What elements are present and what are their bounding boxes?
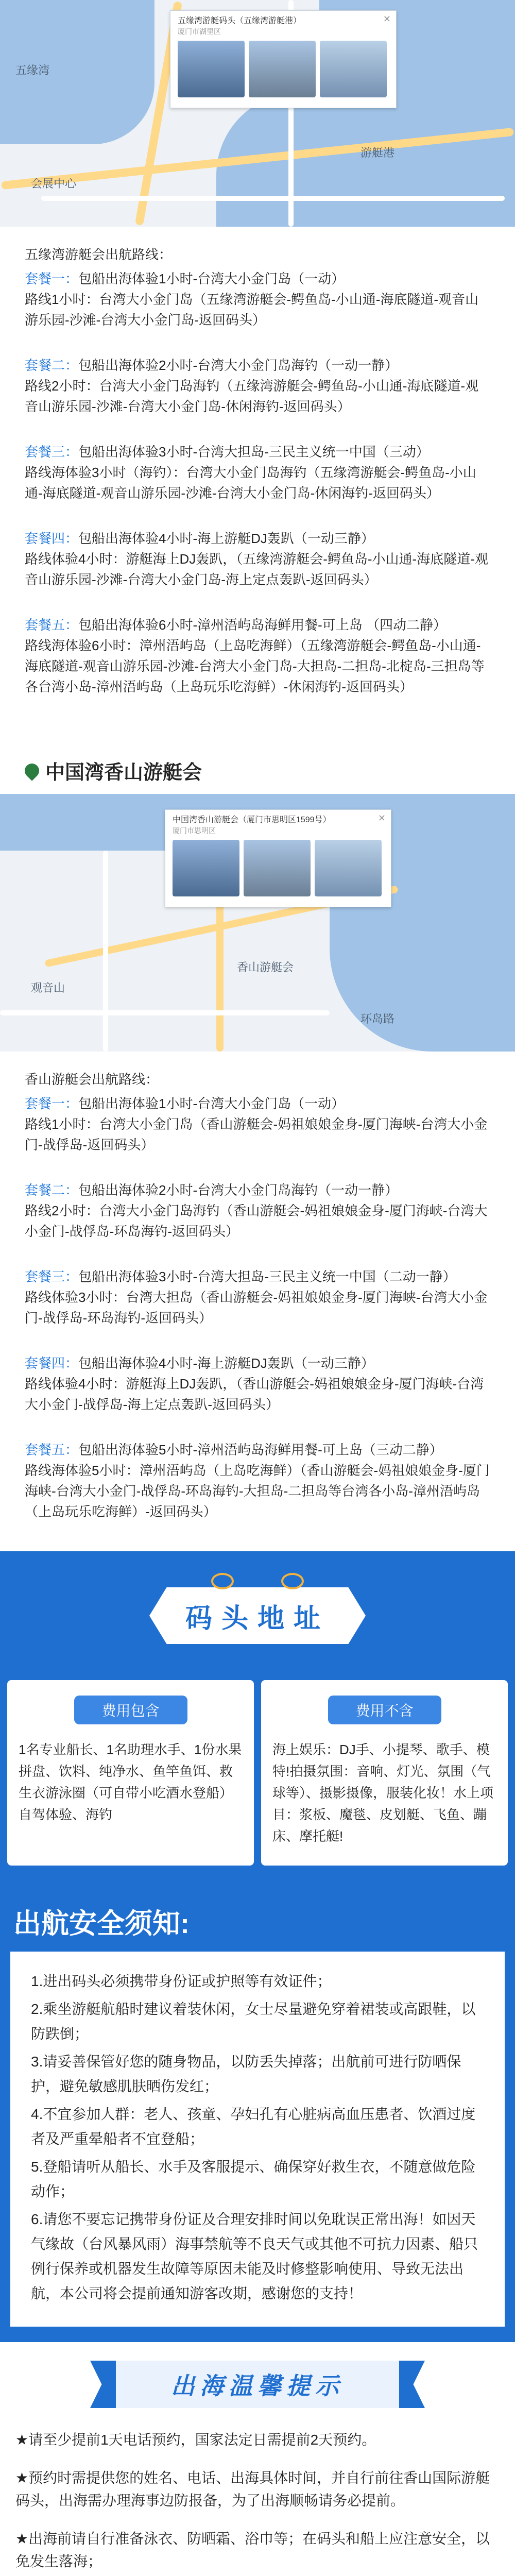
- map-popup[interactable]: [165, 809, 391, 907]
- package-tag: 套餐五：: [25, 1442, 79, 1458]
- package-tag: 套餐四：: [25, 1355, 79, 1371]
- safety-title: 出航安全须知:: [13, 1908, 190, 1939]
- safety-list: [10, 1952, 505, 2327]
- wave-icon: [211, 1573, 234, 1589]
- map-label: 会展中心: [31, 177, 77, 190]
- thumbnail-image[interactable]: [249, 41, 316, 97]
- package-item: [25, 442, 490, 503]
- package-item: [25, 528, 490, 590]
- location-name: 中国湾香山游艇会: [45, 762, 202, 784]
- safety-item: 5.登船请听从船长、水手及客服提示、确保穿好救生衣，不随意做危险动作；: [31, 2159, 476, 2199]
- wave-icon: [281, 1573, 304, 1589]
- package-tag: 套餐四：: [25, 531, 79, 546]
- location-title: [0, 747, 515, 794]
- tip-paragraph: ★请至少提前1天电话预约，国家法定日需提前2天预约。: [15, 2432, 376, 2448]
- map-label: 香山游艇会: [237, 961, 294, 974]
- fee-included: [7, 1680, 254, 1866]
- package-tag: 套餐一：: [25, 271, 79, 286]
- close-icon[interactable]: ✕: [383, 14, 391, 24]
- package-line: 路线海体验5小时：漳州浯屿岛（上岛吃海鲜）（香山游艇会-妈祖娘娘金身-厦门海峡-台湾大小金门-战俘岛-环岛海钓-大担岛-二担岛等台湾各小岛-漳州浯屿岛（上岛玩乐吃海鲜）-返回码头）: [25, 1463, 490, 1519]
- package-item: [25, 615, 490, 697]
- package-item: [25, 1439, 490, 1522]
- fee-excluded-chip: 费用不含: [328, 1696, 441, 1724]
- safety-item: 3.请妥善保管好您的随身物品，以防丢失掉落；出航前可进行防晒保护，避免敏感肌肤晒伤发红；: [31, 2054, 461, 2094]
- routes-xiangshan: [0, 1052, 515, 1551]
- map-label: 游艇港: [360, 146, 395, 159]
- routes-wuyuan: [0, 227, 515, 747]
- dock-address-banner: [149, 1587, 366, 1644]
- package-line: 包船出海体验6小时-漳州浯屿岛海鲜用餐-可上岛 （四动二静）: [78, 617, 447, 633]
- package-line: 包船出海体验2小时-台湾大小金门岛海钓（一动一静）: [78, 358, 399, 373]
- safety-item: 4.不宜参加人群：老人、孩童、孕妇孔有心脏病高血压患者、饮酒过度者及严重晕船者不宜登船；: [31, 2106, 476, 2147]
- package-line: 路线体验4小时：游艇海上DJ轰趴，（五缘湾游艇会-鳄鱼岛-小山通-海底隧道-观音山游乐园-沙滩-台湾大小金门岛-海上定点轰趴-返回码头）: [25, 551, 488, 587]
- package-line: 包船出海体验2小时-台湾大小金门岛海钓（一动一静）: [78, 1182, 399, 1198]
- package-line: 包船出海体验4小时-海上游艇DJ轰趴（一动三静）: [78, 531, 374, 546]
- package-item: [25, 1353, 490, 1415]
- fee-section: [0, 1551, 515, 1886]
- package-item: [25, 1093, 490, 1155]
- package-line: 包船出海体验3小时-台湾大担岛-三民主义统一中国（三动）: [78, 444, 430, 460]
- package-item: [25, 268, 490, 330]
- safety-section: [0, 1886, 515, 2342]
- safety-item: 1.进出码头必须携带身份证或护照等有效证件；: [31, 1973, 332, 1989]
- package-tag: 套餐三：: [25, 1269, 79, 1284]
- fee-columns: [0, 1680, 515, 1886]
- package-line: 路线2小时：台湾大小金门岛海钓（五缘湾游艇会-鳄鱼岛-小山通-海底隧道-观音山游乐园-沙滩-台湾大小金门岛-休闲海钓-返回码头）: [25, 378, 479, 414]
- thumbnail-image[interactable]: [173, 840, 239, 896]
- package-line: 包船出海体验4小时-海上游艇DJ轰趴（一动三静）: [78, 1355, 374, 1371]
- map-popup[interactable]: [170, 10, 397, 108]
- package-line: 路线2小时：台湾大小金门岛海钓（香山游艇会-妈祖娘娘金身-厦门海峡-台湾大小金门-战俘岛-环岛海钓-返回码头）: [25, 1203, 488, 1239]
- tips-banner: [103, 2361, 412, 2408]
- thumbnail-image[interactable]: [244, 840, 311, 896]
- package-tag: 套餐二：: [25, 1182, 79, 1198]
- package-line: 包船出海体验1小时-台湾大小金门岛（一动）: [78, 271, 345, 286]
- package-line: 路线1小时：台湾大小金门岛（五缘湾游艇会-鳄鱼岛-小山通-海底隧道-观音山游乐园-沙滩-台湾大小金门岛-返回码头）: [25, 292, 479, 328]
- map-label: 五缘湾: [15, 64, 50, 77]
- package-line: 包船出海体验1小时-台湾大小金门岛（一动）: [78, 1096, 345, 1111]
- package-tag: 套餐五：: [25, 617, 79, 633]
- package-line: 路线海体验6小时：漳州浯屿岛（上岛吃海鲜）（五缘湾游艇会-鳄鱼岛-小山通-海底隧道-观音山游乐园-沙滩-台湾大小金门岛-大担岛-二担岛-北椗岛-三担岛等各台湾小岛-漳州浯屿岛（上岛玩乐吃海鲜）-休闲海钓-返回码头）: [25, 638, 485, 694]
- popup-title: 五缘湾游艇码头（五缘湾游艇港）: [178, 16, 302, 25]
- tips-section: [0, 2342, 515, 2576]
- package-line: 路线体验3小时：台湾大担岛（香山游艇会-妈祖娘娘金身-厦门海峡-台湾大小金门-战俘岛-环岛海钓-返回码头）: [25, 1290, 488, 1326]
- section-heading: 香山游艇会出航路线：: [25, 1072, 159, 1087]
- close-icon[interactable]: ✕: [377, 813, 386, 823]
- popup-title: 中国湾香山游艇会（厦门市思明区1599号）: [173, 816, 331, 824]
- package-tag: 套餐三：: [25, 444, 79, 460]
- safety-item: 6.请您不要忘记携带身份证及合理安排时间以免耽误正常出海！如因天气缘故（台风暴风雨）海事禁航等不良天气或其他不可抗力因素、船只例行保养或机器发生故障等原因未能及时修整影响使用、导致无法出航，本公司将会提前通知游客改期，感谢您的支持！: [31, 2211, 478, 2301]
- map-label: 观音山: [31, 981, 65, 994]
- fee-excluded: [261, 1680, 508, 1866]
- package-line: 包船出海体验5小时-漳州浯屿岛海鲜用餐-可上岛（三动二静）: [78, 1442, 443, 1458]
- fee-excluded-desc: 海上娱乐：DJ手、小提琴、歌手、模特!拍摄氛围：音响、灯光、氛围（气球等）、摄影摄像，服装化妆！水上项目：浆板、魔毯、皮划艇、飞鱼、蹦床、摩托艇!: [272, 1742, 494, 1844]
- tip-paragraph: ★出海前请自行准备泳衣、防晒霜、浴巾等；在码头和船上应注意安全，以免发生落海；: [15, 2531, 490, 2569]
- location-pin-icon: [22, 760, 42, 781]
- package-tag: 套餐一：: [25, 1096, 79, 1111]
- package-item: [25, 1266, 490, 1328]
- tips-banner-text: 出海温馨提示: [171, 2372, 344, 2399]
- popup-thumbnails: [178, 41, 389, 97]
- map-label: 环岛路: [360, 1012, 395, 1025]
- fee-included-desc: 1名专业船长、1名助理水手、1份水果拼盘、饮料、纯净水、鱼竿鱼饵、救生衣游泳圈（可自带小吃酒水登船）自驾体验、海钓: [19, 1742, 242, 1822]
- package-item: [25, 1180, 490, 1242]
- fee-included-chip: 费用包含: [74, 1696, 187, 1724]
- thumbnail-image[interactable]: [315, 840, 382, 896]
- package-line: 路线体验4小时：游艇海上DJ轰趴，（香山游艇会-妈祖娘娘金身-厦门海峡-台湾大小金门-战俘岛-海上定点轰趴-返回码头）: [25, 1376, 484, 1412]
- thumbnail-image[interactable]: [320, 41, 387, 97]
- package-item: [25, 355, 490, 417]
- popup-thumbnails: [173, 840, 384, 896]
- package-tag: 套餐二：: [25, 358, 79, 373]
- fee-banner-area: [0, 1551, 515, 1680]
- map-xiangshan[interactable]: [0, 794, 515, 1052]
- package-line: 路线1小时：台湾大小金门岛（香山游艇会-妈祖娘娘金身-厦门海峡-台湾大小金门-战俘岛-返回码头）: [25, 1116, 488, 1153]
- banner-text: 码头地址: [185, 1603, 330, 1634]
- section-heading: 五缘湾游艇会出航路线：: [25, 247, 173, 262]
- package-line: 路线海体验3小时（海钓）：台湾大小金门岛海钓（五缘湾游艇会-鳄鱼岛-小山通-海底隧道-观音山游乐园-沙滩-台湾大小金门岛-休闲海钓-返回码头）: [25, 465, 476, 501]
- popup-subtitle: 厦门市思明区: [173, 826, 216, 835]
- tip-paragraph: ★预约时需提供您的姓名、电话、出海具体时间，并自行前往香山国际游艇码头，出海需办理海事边防报备，为了出海顺畅请务必提前。: [15, 2470, 490, 2509]
- popup-subtitle: 厦门市湖里区: [178, 27, 221, 36]
- map-wuyuan-bay[interactable]: [0, 0, 515, 227]
- thumbnail-image[interactable]: [178, 41, 245, 97]
- safety-item: 2.乘坐游艇航船时建议着装休闲，女士尽量避免穿着裙装或高跟鞋，以防跌倒；: [31, 2001, 476, 2042]
- package-line: 包船出海体验3小时-台湾大担岛-三民主义统一中国（二动一静）: [78, 1269, 456, 1284]
